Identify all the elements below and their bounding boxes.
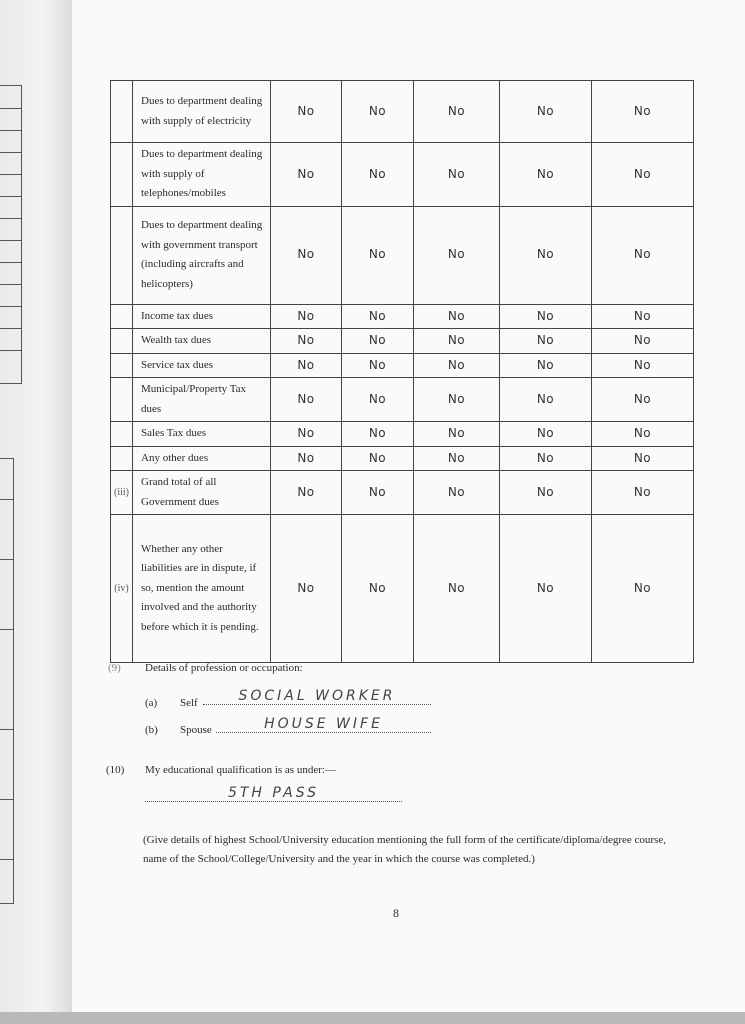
row-number [111,304,133,329]
row-label: Service tax dues [133,353,271,378]
spouse-occupation-value: HOUSE WIFE [264,716,383,732]
row-label: Dues to department dealing with supply of electricity [133,81,271,143]
due-value-cell: No [500,471,592,515]
due-value-cell: No [500,81,592,143]
dues-row [111,378,694,422]
due-value-cell: No [592,304,694,329]
row-number [111,143,133,207]
row-label: Whether any other liabilities are in dispute, if so, mention the amount involved and the authority before which it is pending. [133,515,271,663]
due-value-cell: No [592,422,694,447]
dues-row [111,446,694,471]
due-value-cell: No [342,143,414,207]
page-edge [0,1012,745,1024]
due-value-cell: No [592,206,694,304]
dues-row [111,353,694,378]
row-number [111,206,133,304]
due-value-cell: No [414,471,500,515]
due-value-cell: No [414,329,500,354]
self-marker: (a) [145,697,158,709]
dues-row [111,304,694,329]
due-value-cell: No [271,515,342,663]
due-value-cell: No [500,304,592,329]
dues-row [111,515,694,663]
due-value-cell: No [414,304,500,329]
dues-row [111,471,694,515]
row-label: Municipal/Property Tax dues [133,378,271,422]
due-value-cell: No [592,81,694,143]
row-number [111,81,133,143]
row-number [111,329,133,354]
due-value-cell: No [271,378,342,422]
page-number: 8 [393,906,399,920]
education-instructions: (Give details of highest School/University education mentioning the full form of the certificate/diploma/degree course, name of the School/College/University and the year in which the course was completed.) [143,834,666,865]
due-value-cell: No [342,81,414,143]
due-value-cell: No [414,446,500,471]
row-label: Grand total of all Government dues [133,471,271,515]
due-value-cell: No [500,515,592,663]
due-value-cell: No [500,143,592,207]
self-occupation-value: SOCIAL WORKER [238,688,396,704]
due-value-cell: No [592,143,694,207]
due-value-cell: No [592,515,694,663]
self-label: Self [180,697,198,709]
due-value-cell: No [500,353,592,378]
due-value-cell: No [414,206,500,304]
due-value-cell: No [271,304,342,329]
due-value-cell: No [592,471,694,515]
row-number [111,353,133,378]
section-9-title: Details of profession or occupation: [145,662,303,674]
spouse-occupation-field [216,716,431,733]
due-value-cell: No [500,329,592,354]
due-value-cell: No [342,422,414,447]
due-value-cell: No [500,206,592,304]
self-occupation-field [203,688,431,705]
row-label: Any other dues [133,446,271,471]
due-value-cell: No [592,329,694,354]
dues-row [111,81,694,143]
due-value-cell: No [414,378,500,422]
due-value-cell: No [271,81,342,143]
due-value-cell: No [414,422,500,447]
due-value-cell: No [342,206,414,304]
due-value-cell: No [271,422,342,447]
due-value-cell: No [271,446,342,471]
due-value-cell: No [271,143,342,207]
due-value-cell: No [271,353,342,378]
spouse-label: Spouse [180,724,212,736]
due-value-cell: No [342,329,414,354]
dues-row [111,329,694,354]
due-value-cell: No [592,378,694,422]
government-dues-table [110,80,694,663]
due-value-cell: No [592,353,694,378]
due-value-cell: No [500,378,592,422]
section-9-number: (9) [108,662,121,674]
due-value-cell: No [414,81,500,143]
due-value-cell: No [500,422,592,447]
due-value-cell: No [271,329,342,354]
due-value-cell: No [342,515,414,663]
row-label: Dues to department dealing with supply of telephones/mobiles [133,143,271,207]
due-value-cell: No [342,353,414,378]
spouse-marker: (b) [145,724,158,736]
dues-row [111,422,694,447]
due-value-cell: No [342,378,414,422]
previous-page-table-edge-lower [0,458,14,904]
row-number: (iii) [111,471,133,515]
due-value-cell: No [342,304,414,329]
due-value-cell: No [414,353,500,378]
education-value: 5TH PASS [227,785,320,801]
due-value-cell: No [342,471,414,515]
row-number: (iv) [111,515,133,663]
section-10-title: My educational qualification is as under:— [145,764,336,776]
section-10-number: (10) [106,764,125,776]
dues-row [111,206,694,304]
row-number [111,422,133,447]
previous-page-table-edge [0,85,22,384]
due-value-cell: No [592,446,694,471]
due-value-cell: No [271,471,342,515]
due-value-cell: No [271,206,342,304]
due-value-cell: No [500,446,592,471]
education-field [145,785,402,802]
row-label: Dues to department dealing with government transport (including aircrafts and helicopters) [133,206,271,304]
due-value-cell: No [342,446,414,471]
row-label: Sales Tax dues [133,422,271,447]
row-number [111,446,133,471]
row-number [111,378,133,422]
row-label: Income tax dues [133,304,271,329]
row-label: Wealth tax dues [133,329,271,354]
dues-row [111,143,694,207]
due-value-cell: No [414,143,500,207]
due-value-cell: No [414,515,500,663]
